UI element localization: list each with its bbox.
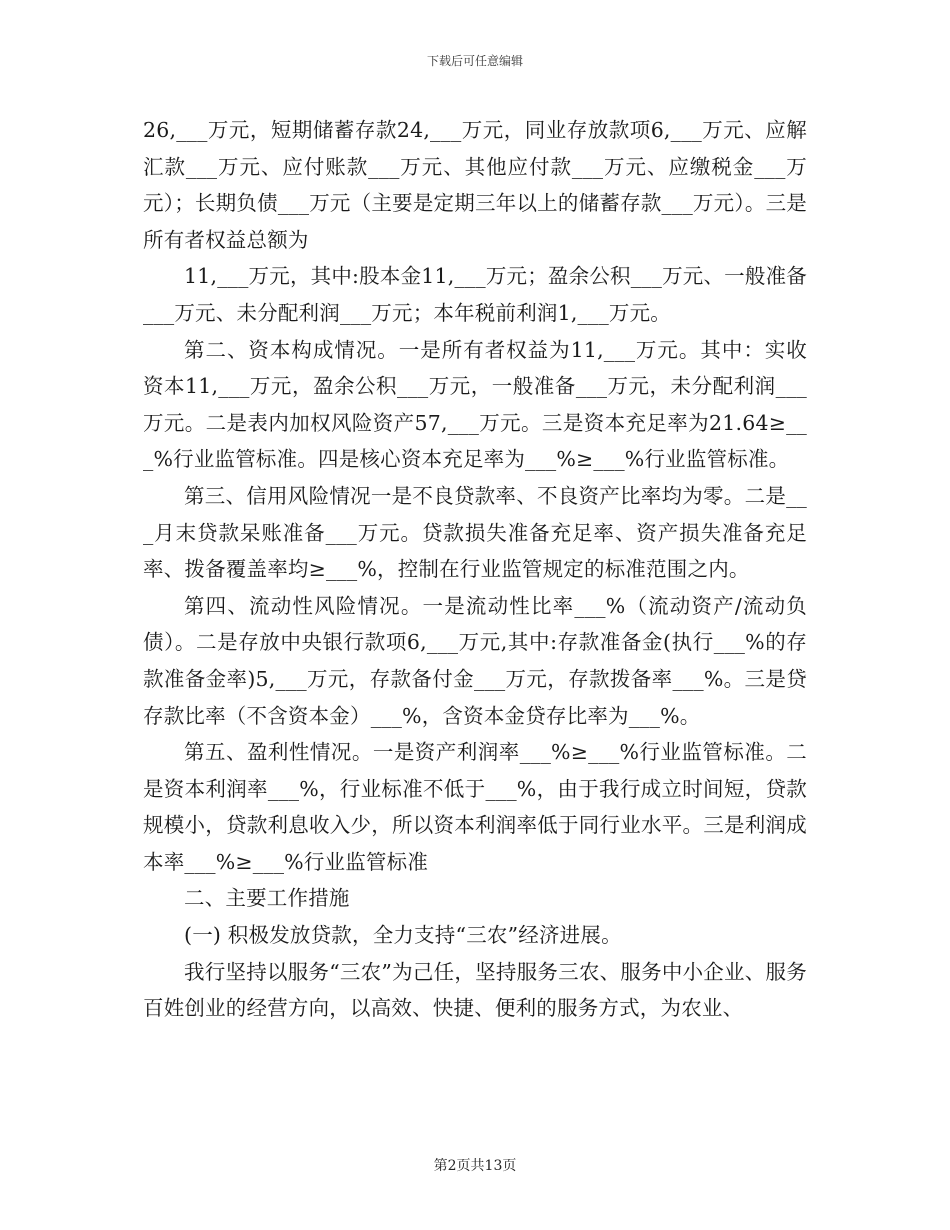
- section-heading-main-measures: 二、主要工作措施: [184, 886, 350, 911]
- paragraph-2: 11,___万元，其中:股本金11,___万元；盈余公积___万元、一般准备___万元、未分配利润___万元；本年税前利润1,___万元。: [143, 264, 807, 325]
- page-footer: 第2页共13页: [433, 1158, 517, 1174]
- document-body: [143, 112, 807, 1027]
- paragraph-1: 26,___万元，短期储蓄存款24,___万元，同业存放款项6,___万元、应解汇款___万元、应付账款___万元、其他应付款___万元、应缴税金___万元）；长期负债___万元（主要是定期三年以上的储蓄存款___万元）。三是所有者权益总额为: [143, 118, 807, 252]
- subsection-heading-loans: (一) 积极发放贷款，全力支持“三农”经济进展。: [184, 923, 622, 948]
- paragraph-liquidity-risk: 第四、流动性风险情况。一是流动性比率___%（流动资产/流动负债）。二是存放中央银行款项6,___万元,其中:存款准备金(执行___%的存款准备金率)5,___万元，存款备付金___万元，存款拨备率___%。三是贷存款比率（不含资本金）___%，含资本金贷存比率为___%。: [143, 593, 807, 728]
- paragraph-credit-risk: 第三、信用风险情况一是不良贷款率、不良资产比率均为零。二是___月末贷款呆账准备___万元。贷款损失准备充足率、资产损失准备充足率、拨备覆盖率均≥___%，控制在行业监管规定的标准范围之内。: [143, 483, 807, 582]
- paragraph-capital-structure: 第二、资本构成情况。一是所有者权益为11,___万元。其中：实收资本11,___万元，盈余公积___万元，一般准备___万元，未分配利润___万元。二是表内加权风险资产57,___万元。三是资本充足率为21.64≥___%行业监管标准。四是核心资本充足率为___%≥___%行业监管标准。: [143, 337, 807, 472]
- paragraph-profitability: 第五、盈利性情况。一是资产利润率___%≥___%行业监管标准。二是资本利润率___%，行业标准不低于___%，由于我行成立时间短，贷款规模小，贷款利息收入少，所以资本利润率低于同行业水平。三是利润成本率___%≥___%行业监管标准: [143, 740, 807, 874]
- paragraph-service: 我行坚持以服务“三农”为己任，坚持服务三农、服务中小企业、服务百姓创业的经营方向，以高效、快捷、便利的服务方式，为农业、: [143, 959, 807, 1021]
- page-header: 下载后可任意编辑: [426, 54, 523, 68]
